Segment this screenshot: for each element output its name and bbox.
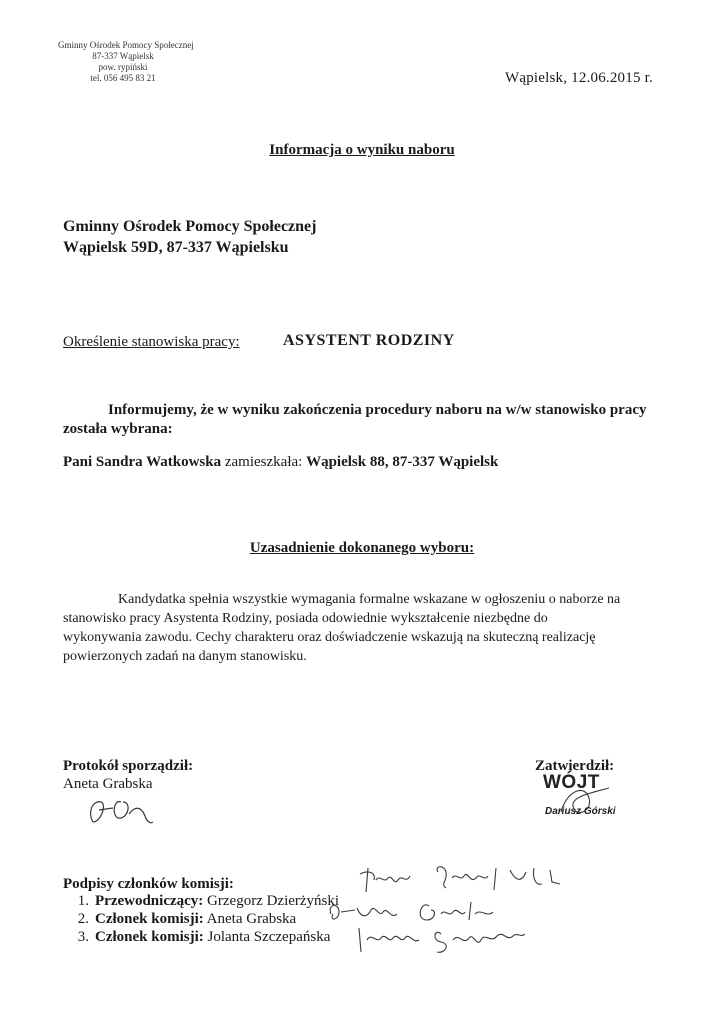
justification-title-text: Uzasadnienie dokonanego wyboru: bbox=[249, 540, 475, 556]
stamp-line-1: Gminny Ośrodek Pomocy Społecznej bbox=[58, 40, 194, 50]
selected-candidate bbox=[63, 454, 498, 471]
document-title-text: Informacja o wyniku naboru bbox=[269, 142, 455, 158]
justification-line-1: Kandydatka spełnia wszystkie wymagania formalne wskazane w ogłoszeniu o naborze na bbox=[118, 592, 621, 607]
stamp-line-2: 87-337 Wąpielsk bbox=[92, 51, 154, 61]
member-name: Jolanta Szczepańska bbox=[203, 929, 331, 945]
member-row-3 bbox=[63, 929, 330, 946]
candidate-name: Pani Sandra Watkowska bbox=[63, 454, 222, 470]
candidate-address: Wąpielsk 88, 87-337 Wąpielsk bbox=[306, 454, 499, 470]
member-number: 1. bbox=[77, 893, 89, 909]
approval-label: Zatwierdził: bbox=[535, 758, 615, 774]
inform-paragraph bbox=[63, 401, 663, 439]
approval-signature bbox=[555, 782, 615, 822]
inform-line-1: Informujemy, że w wyniku zakończenia procedury naboru na w/w stanowisko pracy bbox=[108, 402, 647, 418]
organization-block bbox=[63, 216, 316, 258]
justification-paragraph bbox=[63, 590, 663, 666]
stamp-line-3: pow. rypiński bbox=[98, 62, 148, 72]
justification-line-4: powierzonych zadań na danym stanowisku. bbox=[63, 649, 307, 664]
member-name: Aneta Grabska bbox=[203, 911, 297, 927]
member-number: 3. bbox=[77, 929, 89, 945]
candidate-residence-label: zamieszkała: bbox=[221, 454, 307, 470]
position-value: ASYSTENT RODZINY bbox=[283, 332, 455, 349]
organization-name: Gminny Ośrodek Pomocy Społecznej bbox=[63, 218, 317, 235]
stamp-line-4: tel. 056 495 83 21 bbox=[90, 73, 156, 83]
protocol-label: Protokół sporządził: bbox=[63, 758, 194, 774]
member-role: Członek komisji: bbox=[95, 911, 204, 927]
member-signature-1 bbox=[350, 862, 570, 900]
approval-stamp-title: WÓJT bbox=[543, 772, 600, 793]
member-role: Członek komisji: bbox=[95, 929, 204, 945]
place-date: Wąpielsk, 12.06.2015 r. bbox=[505, 70, 653, 86]
protocol-author: Aneta Grabska bbox=[63, 776, 153, 792]
justification-line-3: wykonywania zawodu. Cechy charakteru oraz doświadczenie wskazują na skuteczną realizację bbox=[63, 630, 596, 645]
approval-stamp-name: Dariusz Górski bbox=[545, 806, 616, 817]
member-role: Przewodniczący: bbox=[95, 893, 204, 909]
organization-address: Wąpielsk 59D, 87-337 Wąpielsku bbox=[63, 239, 289, 256]
position-label: Określenie stanowiska pracy: bbox=[63, 334, 240, 350]
document-title bbox=[0, 142, 724, 159]
justification-title bbox=[0, 540, 724, 557]
inform-line-2: została wybrana: bbox=[63, 421, 173, 437]
justification-line-2: stanowisko pracy Asystenta Rodziny, posiada odowiednie wykształcenie niezbędne do bbox=[63, 611, 548, 626]
member-signature-3 bbox=[355, 922, 530, 958]
member-row-1 bbox=[63, 893, 339, 910]
member-row-2 bbox=[63, 911, 296, 928]
member-name: Grzegorz Dzierżyński bbox=[203, 893, 340, 909]
member-number: 2. bbox=[77, 911, 89, 927]
members-label: Podpisy członków komisji: bbox=[63, 876, 234, 892]
office-stamp bbox=[58, 40, 194, 84]
protocol-signature bbox=[85, 792, 155, 832]
